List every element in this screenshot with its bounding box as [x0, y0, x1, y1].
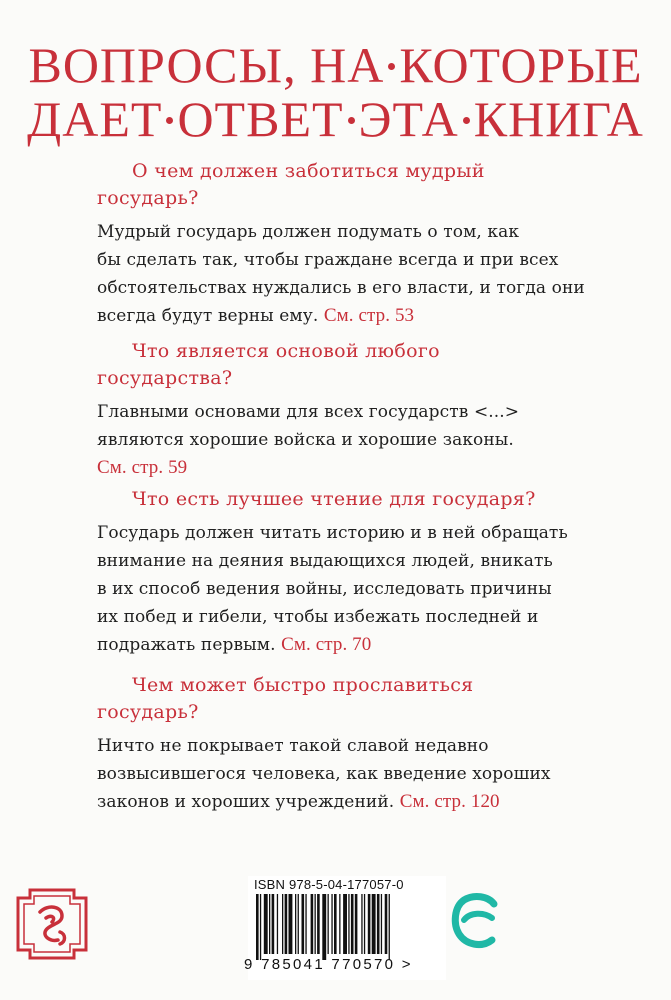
- publisher-logo-icon: [16, 888, 88, 960]
- qa-block-4: [97, 672, 637, 816]
- answer: [97, 218, 637, 330]
- question-line: Что является основой любого: [132, 340, 440, 362]
- question-line: государства?: [97, 367, 233, 389]
- question-line: О чем должен заботиться мудрый: [132, 160, 485, 182]
- title-separator-dot: [388, 63, 395, 70]
- page-reference: См. стр. 53: [323, 305, 415, 326]
- answer: [97, 732, 637, 816]
- page-title-line-1: [0, 38, 671, 92]
- title-word: ЭТА: [358, 91, 459, 147]
- title-word: ДАЕТ: [27, 91, 163, 147]
- page-reference: См. стр. 59: [97, 457, 188, 478]
- answer-line: обстоятельствах нуждались в его власти, и тогда они: [97, 278, 585, 298]
- answer-line: в их способ ведения войны, исследовать причины: [97, 579, 552, 599]
- title-separator-dot: [348, 117, 355, 124]
- answer-line: бы сделать так, чтобы граждане всегда и при всех: [97, 250, 559, 270]
- answer-line: всегда будут верны ему.: [97, 306, 319, 326]
- title-word: КОТОРЫЕ: [399, 37, 643, 93]
- question: [97, 672, 637, 726]
- page-title-line-2: [0, 92, 671, 146]
- barcode-digits: 9 785041 770570 >: [244, 956, 413, 973]
- question-line: Чем может быстро прославиться: [132, 674, 474, 696]
- title-separator-dot: [463, 117, 470, 124]
- answer-line: являются хорошие войска и хорошие законы.: [97, 430, 514, 450]
- question: [97, 338, 637, 392]
- answer: [97, 398, 637, 482]
- eksmo-logo-icon: [450, 890, 502, 950]
- qa-block-2: [97, 338, 637, 482]
- question-line: государь?: [97, 187, 199, 209]
- answer-line: Главными основами для всех государств <...>: [97, 402, 520, 422]
- title-word: ОТВЕТ: [177, 91, 344, 147]
- page-reference: См. стр. 120: [399, 791, 500, 812]
- page-reference: См. стр. 70: [281, 634, 372, 655]
- answer-line: законов и хороших учреждений.: [97, 792, 395, 812]
- title-separator-dot: [166, 117, 173, 124]
- answer-line: внимание на деяния выдающихся людей, вникать: [97, 551, 553, 571]
- qa-block-1: [97, 158, 637, 330]
- question: [97, 486, 637, 513]
- qa-block-3: [97, 486, 637, 659]
- answer-line: их побед и гибели, чтобы избежать последней и: [97, 607, 539, 627]
- answer-line: Мудрый государь должен подумать о том, как: [97, 222, 520, 242]
- answer: [97, 519, 637, 659]
- question-line: Что есть лучшее чтение для государя?: [132, 488, 536, 510]
- isbn-text: ISBN 978-5-04-177057-0: [254, 877, 404, 892]
- title-word: КНИГА: [473, 91, 644, 147]
- answer-line: Государь должен читать историю и в ней обращать: [97, 523, 568, 543]
- question-line: государь?: [97, 701, 199, 723]
- answer-line: возвысившегося человека, как введение хороших: [97, 764, 551, 784]
- answer-line: Ничто не покрывает такой славой недавно: [97, 736, 489, 756]
- title-word: ВОПРОСЫ,: [28, 37, 297, 93]
- question: [97, 158, 637, 212]
- answer-line: подражать первым.: [97, 635, 276, 655]
- title-word: НА: [310, 37, 385, 93]
